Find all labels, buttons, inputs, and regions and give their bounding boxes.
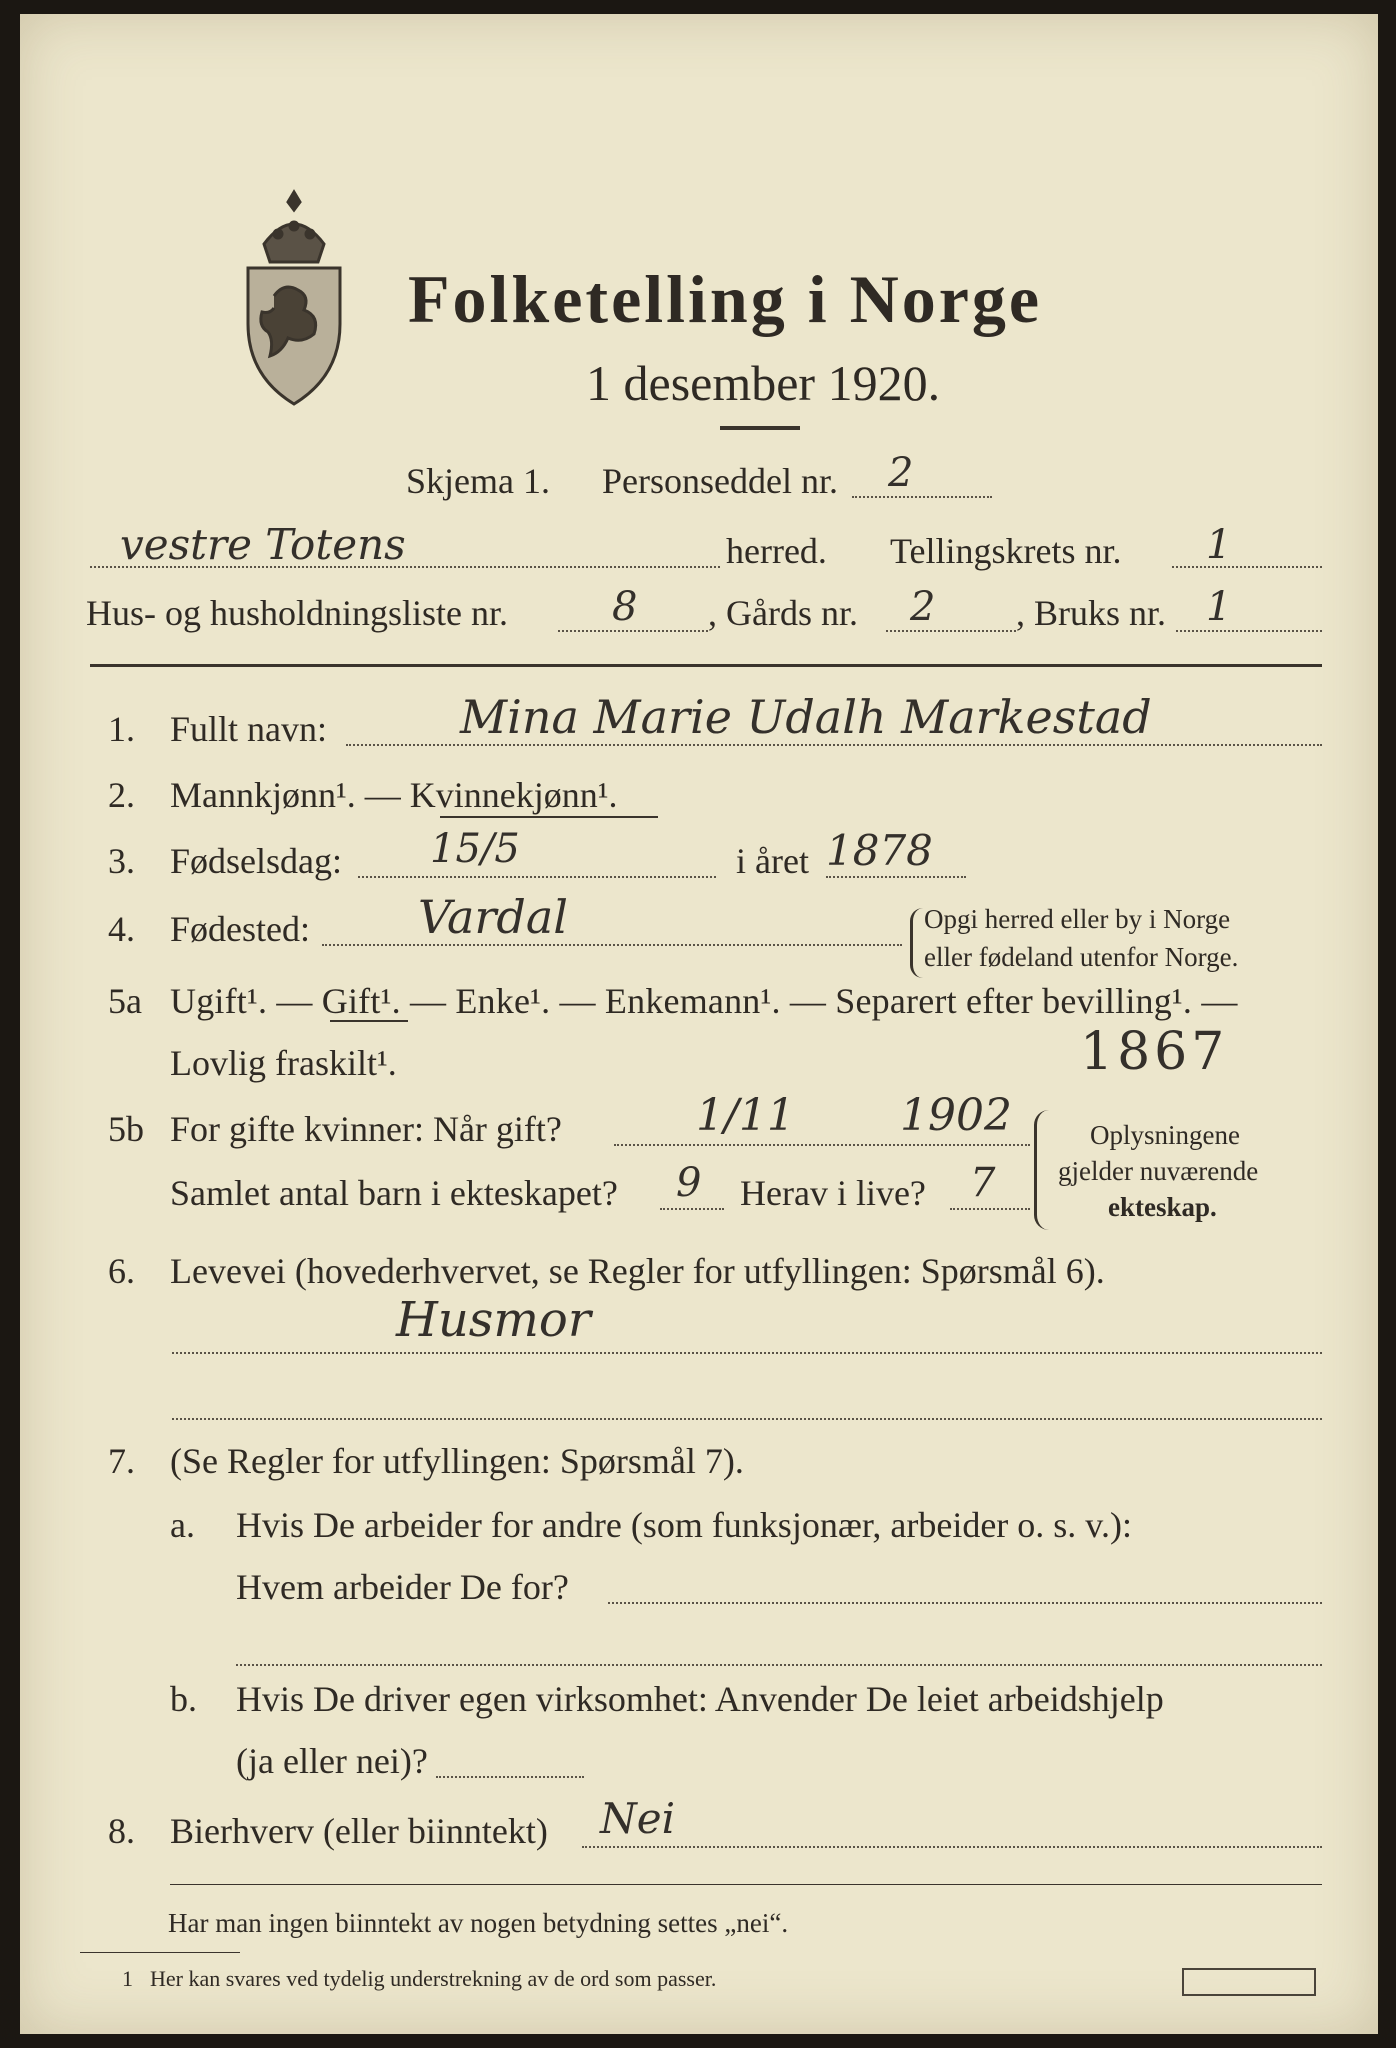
marital-status-options: Ugift¹. — Gift¹. — Enke¹. — Enkemann¹. — Separert efter bevilling¹. — xyxy=(170,981,1238,1021)
q8-label: Bierhverv (eller biinntekt) xyxy=(170,1811,548,1851)
census-form-sheet xyxy=(20,14,1378,2034)
occupation-line-2 xyxy=(172,1418,1322,1420)
q3-line xyxy=(358,876,716,878)
children-value[interactable]: 9 xyxy=(676,1160,702,1206)
marriage-year-value[interactable]: 1902 xyxy=(900,1090,1012,1141)
municipality-value[interactable]: vestre Totens xyxy=(120,520,406,569)
q4-note-line-1: Opgi herred eller by i Norge xyxy=(924,904,1231,934)
q4-line xyxy=(322,944,902,946)
marriage-date-line xyxy=(614,1144,1030,1146)
employer-line-1[interactable] xyxy=(608,1602,1322,1604)
q7b-label: Hvis De driver egen virksomhet: Anvender De leiet arbeidshjelp xyxy=(236,1679,1164,1719)
q5b-note-line-3: ekteskap. xyxy=(1108,1192,1217,1222)
tellingskrets-line xyxy=(1172,566,1322,568)
q7a-label-2: Hvem arbeider De for? xyxy=(236,1567,569,1607)
q7b-letter: b. xyxy=(170,1679,197,1719)
footer-divider xyxy=(170,1884,1322,1885)
gender-underline xyxy=(440,816,658,818)
norwegian-lion-coat-of-arms-icon xyxy=(238,186,350,408)
marriage-date-value[interactable]: 1/11 xyxy=(696,1090,795,1141)
gards-label: , Gårds nr. xyxy=(708,593,858,633)
tellingskrets-label: Tellingskrets nr. xyxy=(890,531,1122,571)
q7-label: (Se Regler for utfyllingen: Spørsmål 7). xyxy=(170,1441,744,1481)
marital-status-options-2: Lovlig fraskilt¹. xyxy=(170,1043,397,1083)
hired-help-line[interactable] xyxy=(436,1776,584,1778)
alive-value[interactable]: 7 xyxy=(970,1160,996,1206)
birth-year-label: i året xyxy=(736,841,809,881)
q3-number: 3. xyxy=(108,841,135,881)
personseddel-line xyxy=(852,496,992,498)
q5b-note-line-2: gjelder nuværende xyxy=(1058,1156,1259,1186)
birth-year-value[interactable]: 1878 xyxy=(826,826,933,875)
q7a-label: Hvis De arbeider for andre (som funksjonær, arbeider o. s. v.): xyxy=(236,1505,1132,1545)
husliste-label: Hus- og husholdningsliste nr. xyxy=(86,593,509,633)
footer-note: Har man ingen biinntekt av nogen betydning settes „nei“. xyxy=(168,1908,789,1938)
gards-value[interactable]: 2 xyxy=(910,584,936,630)
q5a-number: 5a xyxy=(108,981,142,1021)
children-line xyxy=(660,1208,724,1210)
personseddel-label: Personseddel nr. xyxy=(602,461,838,501)
q7b-label-2: (ja eller nei)? xyxy=(236,1741,428,1781)
q4-number: 4. xyxy=(108,909,135,949)
husliste-value[interactable]: 8 xyxy=(612,584,638,630)
q4-note-line-2: eller fødeland utenfor Norge. xyxy=(924,942,1239,972)
tellingskrets-value[interactable]: 1 xyxy=(1206,522,1232,568)
q1-label: Fullt navn: xyxy=(170,709,328,749)
personseddel-value[interactable]: 2 xyxy=(888,450,914,496)
marital-annotation: 1867 xyxy=(1080,1022,1229,1082)
q7a-letter: a. xyxy=(170,1505,195,1545)
q5b-note-line-1: Oplysningene xyxy=(1090,1120,1240,1150)
q7-number: 7. xyxy=(108,1441,135,1481)
marital-status-underline xyxy=(330,1020,408,1022)
side-income-value[interactable]: Nei xyxy=(600,1794,676,1843)
alive-line xyxy=(950,1208,1030,1210)
bruks-value[interactable]: 1 xyxy=(1206,584,1232,630)
header-divider xyxy=(90,664,1322,667)
q4-label: Fødested: xyxy=(170,909,310,949)
birth-year-line xyxy=(826,876,966,878)
footnote-mark: 1 xyxy=(122,1966,133,1991)
q6-number: 6. xyxy=(108,1251,135,1291)
title-divider xyxy=(720,426,800,430)
birth-date-value[interactable]: 15/5 xyxy=(430,826,520,872)
printer-stamp xyxy=(1182,1968,1316,1996)
husliste-line xyxy=(558,630,708,632)
full-name-value[interactable]: Mina Marie Udalh Markestad xyxy=(460,690,1152,744)
q1-line xyxy=(346,744,1322,746)
occupation-line-1 xyxy=(172,1352,1322,1354)
gards-line xyxy=(886,630,1016,632)
herred-label: herred. xyxy=(726,531,827,571)
q5b-brace xyxy=(1034,1110,1049,1230)
form-number: Skjema 1. xyxy=(406,461,550,501)
census-date: 1 desember 1920. xyxy=(586,355,941,411)
employer-line-2[interactable] xyxy=(236,1664,1322,1666)
q1-number: 1. xyxy=(108,709,135,749)
side-income-line xyxy=(582,1846,1322,1848)
alive-label: Herav i live? xyxy=(740,1173,926,1213)
children-label: Samlet antal barn i ekteskapet? xyxy=(170,1173,618,1213)
bruks-line xyxy=(1176,630,1322,632)
form-title: Folketelling i Norge xyxy=(408,261,1043,337)
q3-label: Fødselsdag: xyxy=(170,841,343,881)
q5b-label: For gifte kvinner: Når gift? xyxy=(170,1109,562,1149)
q8-number: 8. xyxy=(108,1811,135,1851)
occupation-value[interactable]: Husmor xyxy=(396,1292,591,1348)
q2-number: 2. xyxy=(108,775,135,815)
gender-options: Mannkjønn¹. — Kvinnekjønn¹. xyxy=(170,775,618,815)
q4-brace xyxy=(910,908,923,978)
bruks-label: , Bruks nr. xyxy=(1016,593,1167,633)
footnote-divider xyxy=(80,1952,240,1953)
q6-label: Levevei (hovederhvervet, se Regler for utfyllingen: Spørsmål 6). xyxy=(170,1251,1105,1291)
birthplace-value[interactable]: Vardal xyxy=(418,890,568,944)
footnote-text: Her kan svares ved tydelig understrekning av de ord som passer. xyxy=(150,1966,717,1991)
q5b-number: 5b xyxy=(108,1109,144,1149)
